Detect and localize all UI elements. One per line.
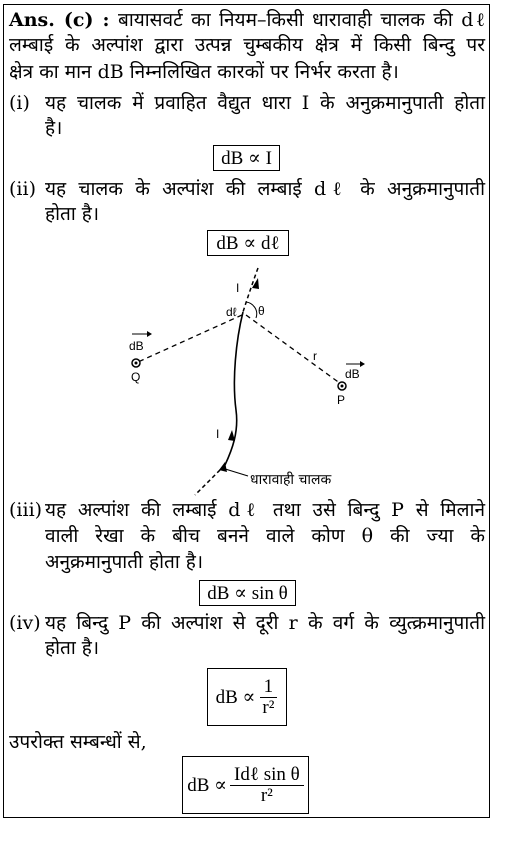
point-3-number: (iii): [9, 499, 43, 521]
formula-dB-prop-dl: dB ∝ dℓ: [207, 230, 289, 256]
point-2-line-2: होता है।: [45, 203, 100, 225]
conductor-solid: [225, 312, 243, 465]
point-1-number: (i): [9, 92, 30, 114]
formula-final-fraction: [230, 765, 304, 806]
conductor-label: धारावाही चालक: [250, 472, 332, 488]
point-3-line-1: यह अल्पांश की लम्बाई dℓ तथा उसे बिन्दु P से मिलाने: [45, 499, 485, 521]
label-dl: dℓ: [226, 305, 237, 319]
formula-final-denominator: r²: [260, 784, 273, 806]
formula-4-fraction: [258, 677, 278, 718]
formula-final-lhs: dB ∝: [187, 774, 228, 796]
label-Q: Q: [131, 370, 141, 384]
label-theta: θ: [258, 304, 265, 318]
line-to-P: [246, 315, 341, 384]
point-1-line-1: यह चालक में प्रवाहित वैद्युत धारा I के अनुक्रमानुपाती होता: [45, 92, 485, 114]
point-4-number: (iv): [9, 612, 41, 634]
formula-final-biot-savart: [182, 756, 309, 814]
point-3-line-3: अनुक्रमानुपाती होता है।: [45, 551, 204, 573]
intro-text-1: बायासवर्ट का नियम–किसी धारावाही चालक की dℓ: [117, 9, 485, 31]
label-I-bottom: I: [216, 427, 220, 441]
intro-line-2: लम्बाई के अल्पांश द्वारा उत्पन्न चुम्बकीय क्षेत्र में किसी बिन्दु पर: [9, 34, 485, 56]
formula-dB-prop-sin-theta: dB ∝ sin θ: [199, 580, 296, 606]
intro-line-3: क्षेत्र का मान dB निम्नलिखित कारकों पर निर्भर करता है।: [9, 61, 399, 83]
point-3-line-2: वाली रेखा के बीच बनने वाले कोण θ की ज्या के: [45, 525, 485, 547]
answer-label: Ans. (c) :: [9, 9, 110, 31]
current-arrow-bottom: [228, 430, 235, 441]
formula-4-lhs: dB ∝: [215, 686, 256, 708]
point-2-line-1: यह चालक के अल्पांश की लम्बाई dℓ के अनुक्रमानुपाती: [45, 178, 485, 200]
label-dB-left: dB: [129, 339, 144, 353]
label-dB-right: dB: [345, 367, 360, 381]
point-4-line-2: होता है।: [45, 637, 100, 659]
conductor-upper-dashed: [243, 268, 258, 312]
label-r: r: [313, 349, 317, 363]
line-to-Q: [138, 315, 242, 362]
label-P: P: [337, 393, 346, 407]
formula-dB-prop-inverse-r-squared: [207, 668, 287, 726]
formula-4-numerator: 1: [260, 677, 278, 698]
formula-dB-prop-I: dB ∝ I: [213, 145, 280, 171]
point-4-line-1: यह बिन्दु P की अल्पांश से दूरी r के वर्ग के व्युत्क्रमानुपाती: [45, 612, 485, 634]
conductor-label-pointer: [222, 468, 248, 476]
conclusion-text: उपरोक्त सम्बन्धों से,: [9, 731, 147, 753]
point-1-line-2: है।: [45, 117, 63, 139]
formula-final-numerator: Idℓ sin θ: [230, 765, 304, 786]
label-I-top: I: [236, 281, 240, 295]
formula-4-denominator: r²: [262, 696, 275, 718]
point-2-number: (ii): [9, 178, 36, 200]
